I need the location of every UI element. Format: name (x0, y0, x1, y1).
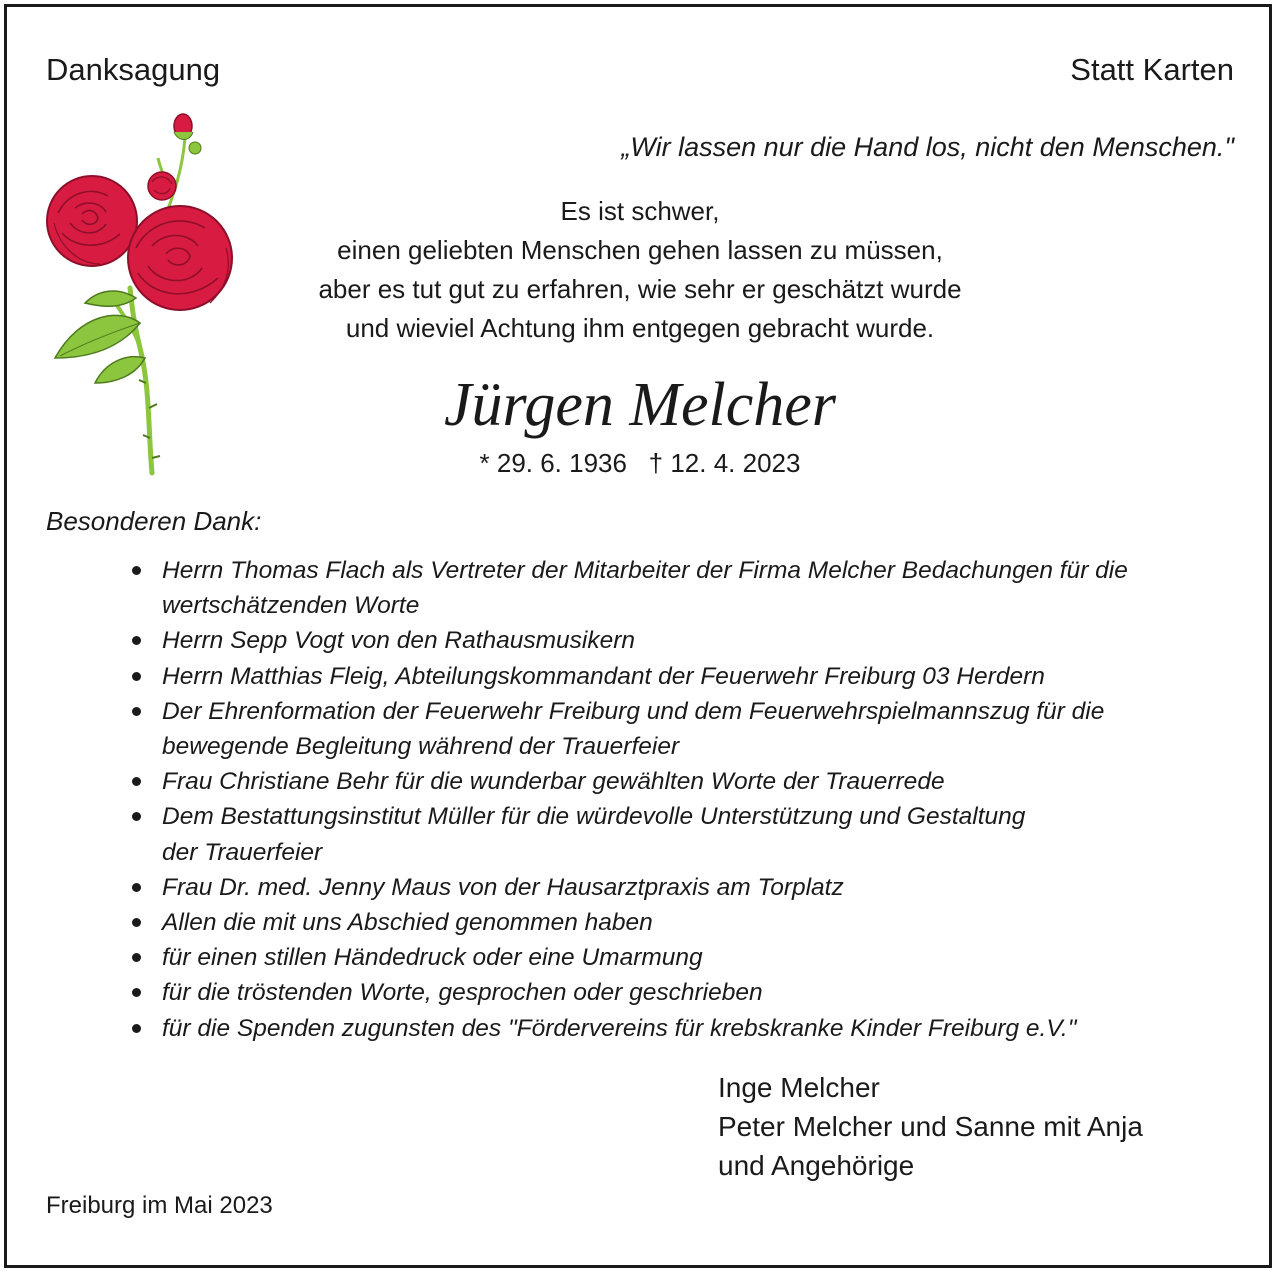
signature-line: und Angehörige (718, 1150, 915, 1181)
thanks-list-item (130, 940, 1230, 975)
header-left-title: Danksagung (46, 52, 221, 87)
thanks-list-item (130, 659, 1230, 694)
bullet-icon (132, 636, 141, 645)
thanks-list-item (130, 905, 1230, 940)
rose-illustration (40, 108, 250, 478)
bullet-icon (132, 707, 141, 716)
bullet-icon (132, 953, 141, 962)
thanks-item-text: wertschätzenden Worte (162, 592, 420, 620)
thanks-list-item (130, 764, 1230, 799)
place-date: Freiburg im Mai 2023 (46, 1192, 273, 1219)
intro-line: Es ist schwer, (560, 196, 720, 226)
thanks-list-item (130, 553, 1230, 623)
thanks-list-item (130, 694, 1230, 764)
thanks-item-text: für die Spenden zugunsten des "Fördervereins für krebskranke Kinder Freiburg e.V." (162, 1014, 1077, 1042)
header-right-title: Statt Karten (1070, 52, 1234, 87)
thanks-list-item (130, 1011, 1230, 1046)
death-date: † 12. 4. 2023 (648, 448, 801, 478)
thanks-list-item (130, 799, 1230, 869)
thanks-item-text: Frau Dr. med. Jenny Maus von der Hausarztpraxis am Torplatz (162, 873, 844, 901)
intro-line: aber es tut gut zu erfahren, wie sehr er geschätzt wurde (318, 274, 962, 304)
birth-date: * 29. 6. 1936 (479, 448, 627, 478)
thanks-item-text: für einen stillen Händedruck oder eine Umarmung (162, 944, 703, 972)
bullet-icon (132, 883, 141, 892)
bullet-icon (132, 812, 141, 821)
thanks-item-text: Herrn Matthias Fleig, Abteilungskommandant der Feuerwehr Freiburg 03 Herdern (162, 662, 1045, 690)
motto-quote: „Wir lassen nur die Hand los, nicht den Menschen." (621, 132, 1234, 162)
intro-line: und wieviel Achtung ihm entgegen gebracht wurde. (345, 313, 935, 343)
thanks-item-text: bewegende Begleitung während der Trauerfeier (162, 733, 680, 761)
bullet-icon (132, 566, 141, 575)
deceased-name: Jürgen Melcher (444, 371, 836, 439)
bullet-icon (132, 1024, 141, 1033)
thanks-item-text: Allen die mit uns Abschied genommen haben (162, 909, 653, 937)
bullet-icon (132, 988, 141, 997)
signature-line: Inge Melcher (718, 1072, 880, 1103)
bullet-icon (132, 777, 141, 786)
thanks-list-item (130, 975, 1230, 1010)
signature-line: Peter Melcher und Sanne mit Anja (718, 1111, 1143, 1142)
bullet-icon (132, 918, 141, 927)
thanks-heading: Besonderen Dank: (46, 506, 262, 536)
bullet-icon (132, 672, 141, 681)
thanks-item-text: Herrn Thomas Flach als Vertreter der Mitarbeiter der Firma Melcher Bedachungen für die (162, 557, 1128, 584)
signature-block (718, 1068, 1143, 1185)
thanks-item-text: Frau Christiane Behr für die wunderbar gewählten Worte der Trauerrede (162, 768, 945, 796)
thanks-list-item (130, 623, 1230, 658)
thanks-list (130, 553, 1230, 1046)
intro-text (240, 192, 1040, 348)
thanks-item-text: Dem Bestattungsinstitut Müller für die würdevolle Unterstützung und Gestaltung (162, 803, 1026, 831)
intro-line: einen geliebten Menschen gehen lassen zu müssen, (337, 235, 943, 265)
thanks-item-text: der Trauerfeier (162, 838, 323, 866)
thanks-list-item (130, 870, 1230, 905)
thanks-item-text: für die tröstenden Worte, gesprochen oder geschrieben (162, 979, 763, 1007)
life-dates (240, 448, 1040, 479)
thanks-item-text: Der Ehrenformation der Feuerwehr Freiburg und dem Feuerwehrspielmannszug für die (162, 697, 1105, 725)
thanks-item-text: Herrn Sepp Vogt von den Rathausmusikern (162, 627, 636, 655)
